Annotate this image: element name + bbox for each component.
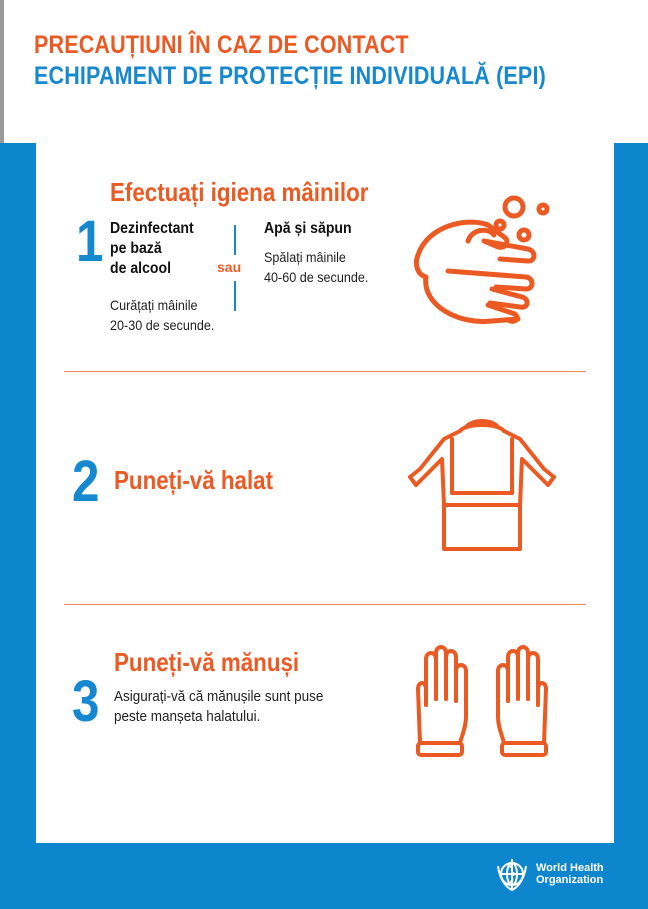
hand-washing-icon <box>408 185 558 325</box>
step-3-text: Asigurați-vă că mănușile sunt puse peste manșeta halatului. <box>114 688 324 725</box>
step-1-option-b-title: Apă și săpun <box>264 220 352 237</box>
header <box>34 30 629 92</box>
step-2-number: 2 <box>72 449 100 514</box>
who-emblem-icon <box>494 856 530 892</box>
who-line-1: World Health <box>536 862 604 874</box>
who-logo <box>494 856 604 892</box>
page-edge <box>0 0 4 150</box>
step-2-heading: Puneți-vă halat <box>114 465 274 495</box>
title-line-1: PRECAUȚIUNI ÎN CAZ DE CONTACT <box>34 31 409 59</box>
gown-icon <box>406 415 556 555</box>
title-line-2: ECHIPAMENT DE PROTECȚIE INDIVIDUALĂ (EPI) <box>34 62 546 90</box>
content-card <box>36 115 614 843</box>
divider-1 <box>64 371 586 372</box>
step-1-option-b-text: Spălați mâinile 40-60 de secunde. <box>264 249 369 285</box>
who-line-2: Organization <box>536 874 604 886</box>
divider-2 <box>64 604 586 605</box>
step-1-option-a-text: Curățați mâinile 20-30 de secunde. <box>110 297 215 333</box>
step-1-heading: Efectuați igiena mâinilor <box>110 177 369 207</box>
step-1-separator: sau <box>217 259 242 275</box>
separator-line-top <box>234 225 236 255</box>
step-1-number: 1 <box>76 209 104 274</box>
separator-line-bottom <box>234 281 236 311</box>
gloves-icon <box>412 645 552 757</box>
who-text <box>536 862 604 886</box>
step-1-option-a-title: Dezinfectant pe bază de alcool <box>110 220 194 277</box>
step-3-heading: Puneți-vă mănuși <box>114 647 300 677</box>
step-3-number: 3 <box>72 669 100 734</box>
